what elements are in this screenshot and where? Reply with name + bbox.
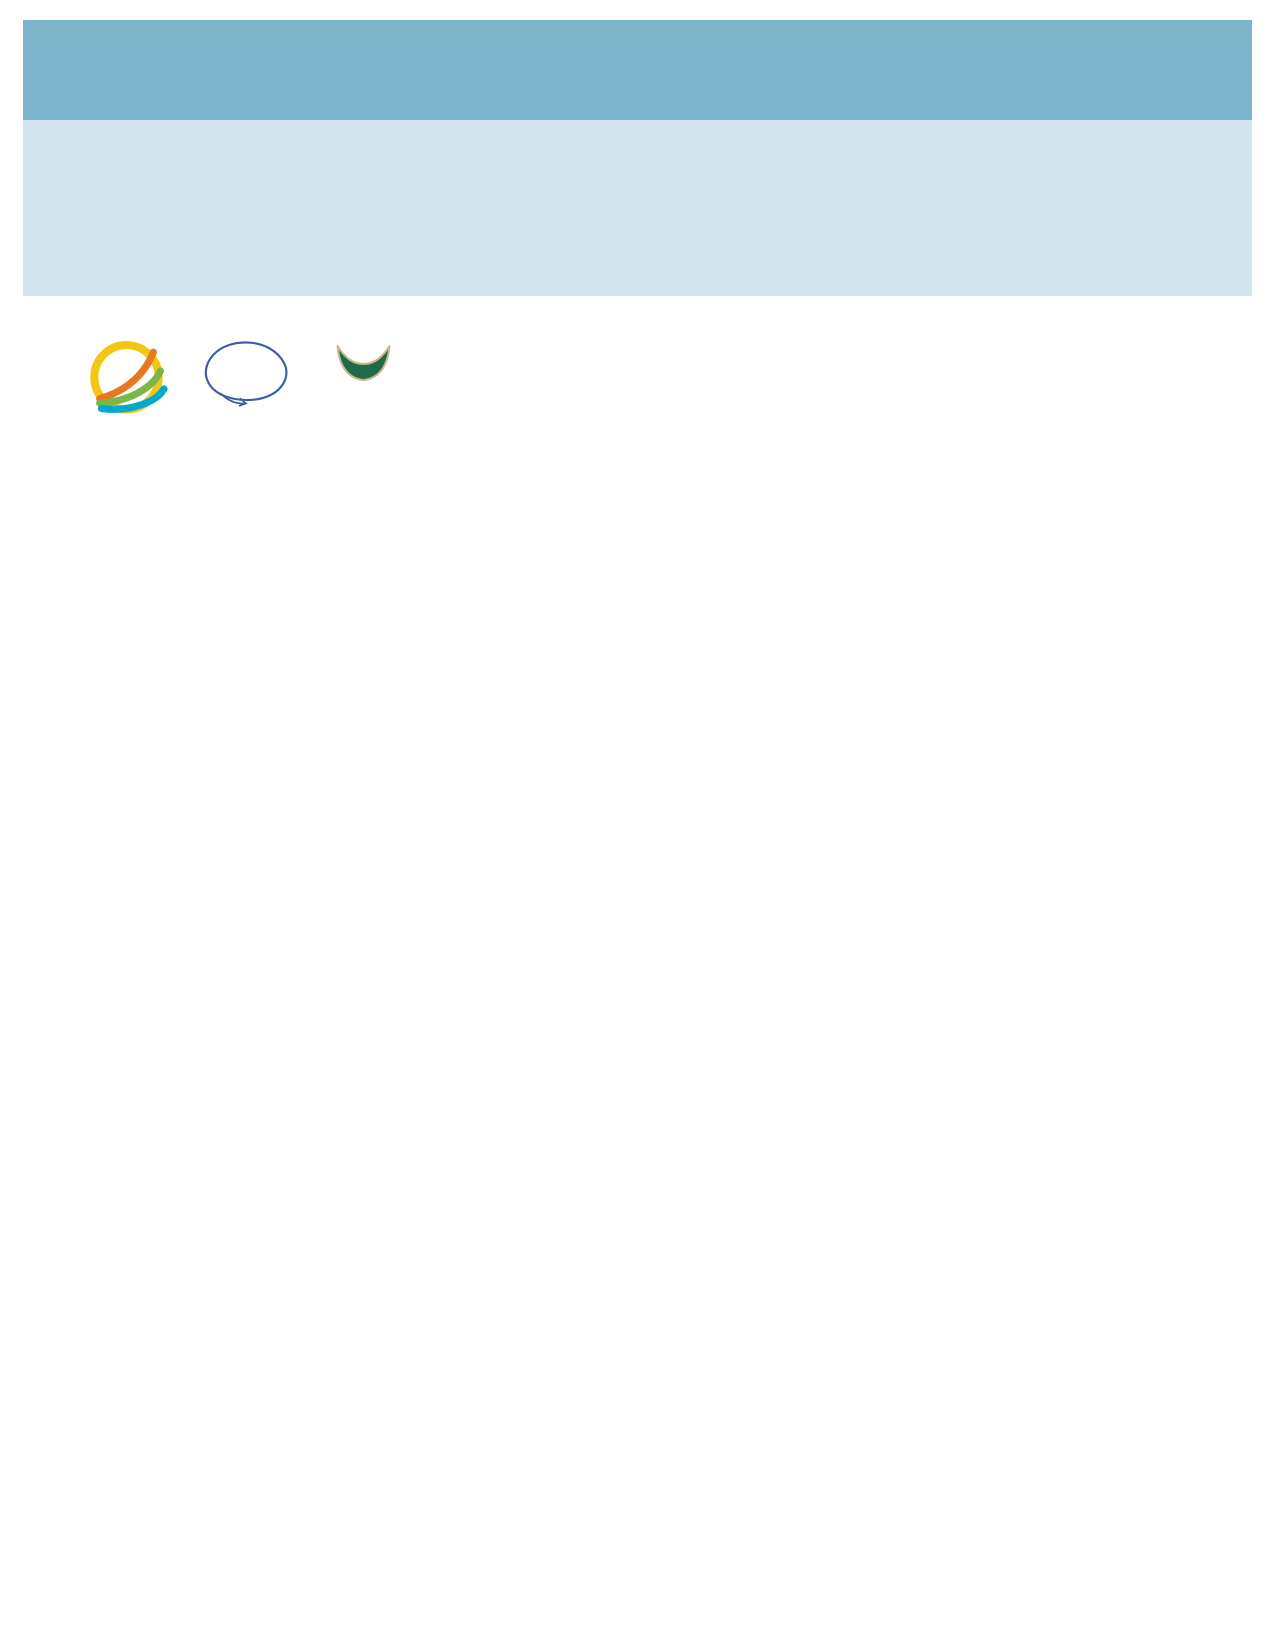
footer	[74, 328, 1150, 450]
footer-logos	[74, 328, 404, 450]
footer-text-block	[420, 328, 1150, 336]
page-title	[23, 70, 1252, 195]
header-banner	[23, 20, 1252, 296]
ncpmi-logo-icon	[80, 328, 169, 448]
form-body	[74, 306, 1150, 450]
ideas-that-work-logo-icon	[195, 328, 297, 450]
usf-logo-icon	[323, 328, 404, 450]
